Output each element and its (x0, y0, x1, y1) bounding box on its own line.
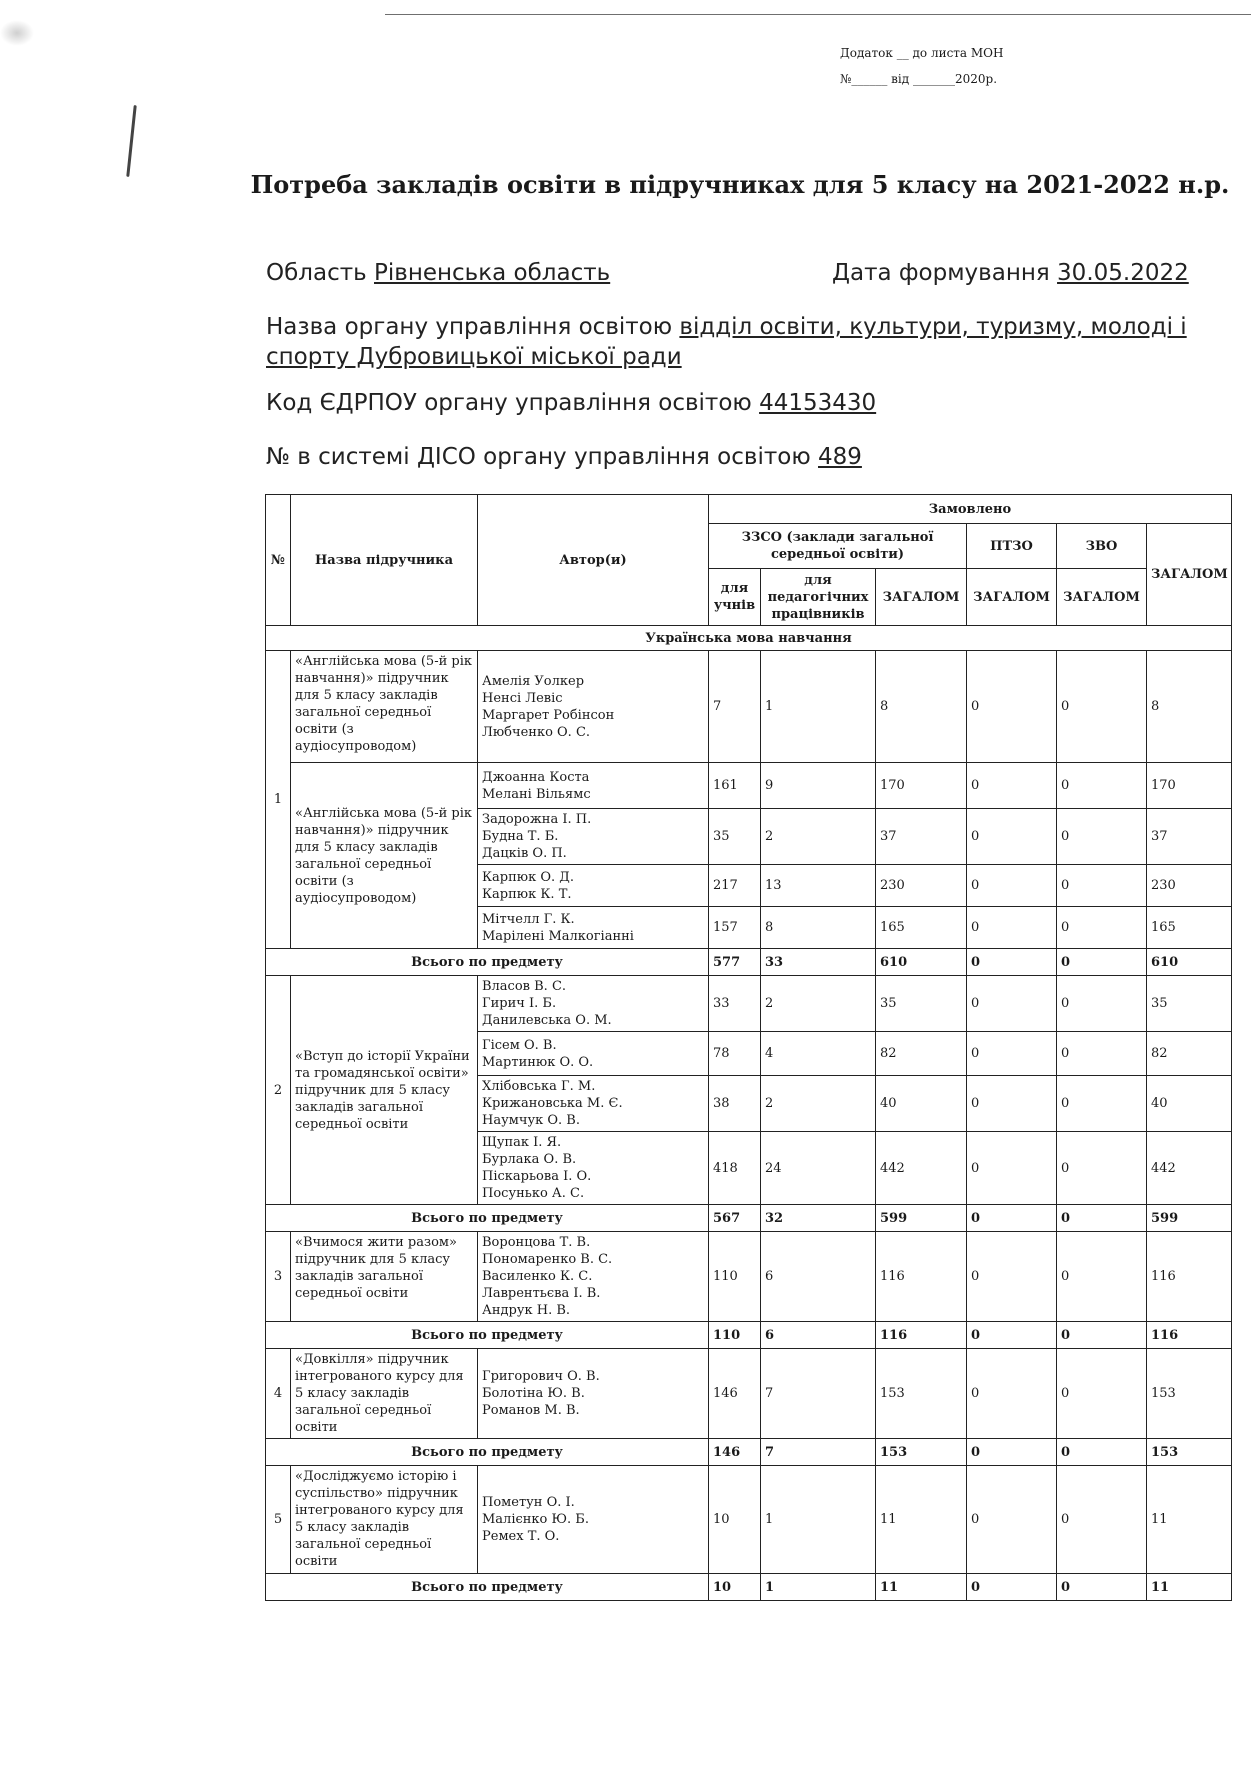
students-count: 33 (709, 976, 761, 1032)
author-name: Гісем О. В. (482, 1037, 557, 1053)
total-ptzo: 0 (967, 1322, 1057, 1349)
total-teachers: 32 (761, 1205, 876, 1232)
table-row (266, 651, 1232, 763)
zzso-total: 8 (876, 651, 967, 763)
teachers-count: 9 (761, 763, 876, 809)
total-students: 577 (709, 949, 761, 976)
table-body (266, 626, 1232, 1601)
total-students: 146 (709, 1439, 761, 1466)
header-num: № (266, 495, 291, 626)
author-name: Ненсі Левіс (482, 690, 563, 706)
header-ptzo: ПТЗО (967, 524, 1057, 569)
total-students: 110 (709, 1322, 761, 1349)
author-name: Хлібовська Г. М. (482, 1079, 596, 1094)
top-rule (385, 14, 1251, 15)
ptzo-total: 0 (967, 1032, 1057, 1076)
subject-number: 2 (266, 976, 291, 1205)
authors-cell (478, 1032, 709, 1076)
date-value: 30.05.2022 (1057, 260, 1189, 286)
authors-cell (478, 865, 709, 907)
zzso-total: 170 (876, 763, 967, 809)
document-title: Потреба закладів освіти в підручниках для 5 класу на 2021-2022 н.р. (250, 170, 1230, 199)
header-author: Автор(и) (478, 495, 709, 626)
total-teachers: 33 (761, 949, 876, 976)
zvo-total: 0 (1057, 1466, 1147, 1574)
total-teachers: 1 (761, 1574, 876, 1601)
teachers-count: 4 (761, 1032, 876, 1076)
students-count: 161 (709, 763, 761, 809)
author-name: Маргарет Робінсон (482, 707, 615, 723)
subject-total-row (266, 1205, 1232, 1232)
ptzo-total: 0 (967, 1466, 1057, 1574)
grand-total: 11 (1147, 1466, 1232, 1574)
total-grand: 153 (1147, 1439, 1232, 1466)
ptzo-total: 0 (967, 763, 1057, 809)
total-teachers: 7 (761, 1439, 876, 1466)
textbook-title: «Вчимося жити разом» підручник для 5 класу закладів загальної середньої освіти (291, 1232, 478, 1322)
textbook-title: «Англійська мова (5-й рік навчання)» підручник для 5 класу закладів загальної середньої освіти (з аудіосупроводом) (291, 763, 478, 949)
author-name: Амелія Уолкер (482, 673, 585, 689)
zvo-total: 0 (1057, 1076, 1147, 1132)
region-label: Область (266, 260, 367, 286)
author-name: Джоанна Коста (482, 769, 590, 785)
author-name: Мелані Вільямс (482, 786, 591, 802)
subject-number: 4 (266, 1349, 291, 1439)
total-zzso: 610 (876, 949, 967, 976)
ptzo-total: 0 (967, 1349, 1057, 1439)
subject-total-label: Всього по предмету (266, 1322, 709, 1349)
author-name: Піскарьова І. О. (482, 1169, 592, 1184)
author-name: Щупак І. Я. (482, 1135, 562, 1150)
region-line (266, 260, 610, 286)
ptzo-total: 0 (967, 907, 1057, 949)
organ-value: відділ освіти, культури, туризму, молоді і спорту Дубровицької міської ради (266, 314, 1187, 370)
author-name: Будна Т. Б. (482, 829, 559, 844)
header-zzso: ЗЗСО (заклади загальної середньої освіти) (709, 524, 967, 569)
total-zzso: 153 (876, 1439, 967, 1466)
total-grand: 610 (1147, 949, 1232, 976)
ptzo-total: 0 (967, 809, 1057, 865)
diso-value: 489 (818, 444, 862, 470)
zvo-total: 0 (1057, 1132, 1147, 1205)
total-students: 567 (709, 1205, 761, 1232)
total-ptzo: 0 (967, 949, 1057, 976)
table-row (266, 976, 1232, 1032)
zvo-total: 0 (1057, 1032, 1147, 1076)
zvo-total: 0 (1057, 809, 1147, 865)
total-zvo: 0 (1057, 1439, 1147, 1466)
header-ordered: Замовлено (709, 495, 1232, 524)
author-name: Бурлака О. В. (482, 1152, 577, 1167)
author-name: Марілені Малкогіанні (482, 928, 634, 944)
authors-cell (478, 809, 709, 865)
table-row (266, 1349, 1232, 1439)
teachers-count: 24 (761, 1132, 876, 1205)
zzso-total: 35 (876, 976, 967, 1032)
students-count: 146 (709, 1349, 761, 1439)
teachers-count: 1 (761, 651, 876, 763)
date-label: Дата формування (832, 260, 1050, 286)
students-count: 110 (709, 1232, 761, 1322)
author-name: Власов В. С. (482, 979, 567, 994)
students-count: 10 (709, 1466, 761, 1574)
annex-line-2: №______ від _______2020р. (840, 72, 998, 86)
annex-note (840, 40, 1003, 92)
author-name: Дацків О. П. (482, 846, 567, 861)
author-name: Мартинюк О. О. (482, 1054, 594, 1070)
author-name: Ремех Т. О. (482, 1529, 560, 1544)
total-zvo: 0 (1057, 1574, 1147, 1601)
grand-total: 165 (1147, 907, 1232, 949)
grand-total: 116 (1147, 1232, 1232, 1322)
grand-total: 35 (1147, 976, 1232, 1032)
author-name: Воронцова Т. В. (482, 1235, 591, 1250)
ptzo-total: 0 (967, 651, 1057, 763)
subject-number: 5 (266, 1466, 291, 1574)
subject-total-label: Всього по предмету (266, 1574, 709, 1601)
table-row (266, 1232, 1232, 1322)
subject-total-label: Всього по предмету (266, 1205, 709, 1232)
author-name: Романов М. В. (482, 1403, 580, 1418)
author-name: Григорович О. В. (482, 1369, 600, 1384)
total-ptzo: 0 (967, 1205, 1057, 1232)
region-value: Рівненська область (374, 260, 611, 286)
diso-label: № в системі ДІСО органу управління освітою (266, 444, 811, 470)
zvo-total: 0 (1057, 907, 1147, 949)
subject-number: 3 (266, 1232, 291, 1322)
header-title: Назва підручника (291, 495, 478, 626)
header-zvo-total: ЗАГАЛОМ (1057, 569, 1147, 626)
ptzo-total: 0 (967, 865, 1057, 907)
organ-label: Назва органу управління освітою (266, 314, 673, 340)
authors-cell (478, 976, 709, 1032)
zzso-total: 153 (876, 1349, 967, 1439)
total-grand: 116 (1147, 1322, 1232, 1349)
zvo-total: 0 (1057, 1232, 1147, 1322)
organ-line (266, 312, 1196, 372)
total-ptzo: 0 (967, 1439, 1057, 1466)
author-name: Болотіна Ю. В. (482, 1386, 585, 1401)
header-ptzo-total: ЗАГАЛОМ (967, 569, 1057, 626)
teachers-count: 13 (761, 865, 876, 907)
total-zzso: 599 (876, 1205, 967, 1232)
author-name: Карпюк К. Т. (482, 886, 572, 902)
total-zzso: 11 (876, 1574, 967, 1601)
section-label: Українська мова навчання (266, 626, 1232, 651)
author-name: Наумчук О. В. (482, 1113, 580, 1128)
teachers-count: 2 (761, 976, 876, 1032)
students-count: 157 (709, 907, 761, 949)
table-row (266, 1466, 1232, 1574)
author-name: Данилевська О. М. (482, 1013, 612, 1028)
annex-line-1: Додаток __ до листа МОН (840, 46, 1004, 60)
textbook-title: «Вступ до історії України та громадянської освіти» підручник для 5 класу закладів загальної середньої освіти (291, 976, 478, 1205)
code-line (266, 390, 876, 416)
authors-cell (478, 651, 709, 763)
author-name: Андрук Н. В. (482, 1303, 571, 1318)
zzso-total: 116 (876, 1232, 967, 1322)
date-line (832, 260, 1189, 286)
authors-cell (478, 1466, 709, 1574)
subject-number: 1 (266, 651, 291, 949)
grand-total: 170 (1147, 763, 1232, 809)
header-students: для учнів (709, 569, 761, 626)
zvo-total: 0 (1057, 976, 1147, 1032)
author-name: Василенко К. С. (482, 1269, 593, 1284)
students-count: 217 (709, 865, 761, 907)
zvo-total: 0 (1057, 865, 1147, 907)
header-teachers: для педагогічних працівників (761, 569, 876, 626)
zvo-total: 0 (1057, 651, 1147, 763)
zzso-total: 11 (876, 1466, 967, 1574)
ptzo-total: 0 (967, 1076, 1057, 1132)
header-zvo: ЗВО (1057, 524, 1147, 569)
author-name: Малієнко Ю. Б. (482, 1512, 589, 1527)
students-count: 418 (709, 1132, 761, 1205)
author-name: Карпюк О. Д. (482, 869, 574, 885)
diso-line (266, 444, 862, 470)
code-value: 44153430 (759, 390, 877, 416)
grand-total: 230 (1147, 865, 1232, 907)
grand-total: 82 (1147, 1032, 1232, 1076)
ptzo-total: 0 (967, 976, 1057, 1032)
students-count: 38 (709, 1076, 761, 1132)
zvo-total: 0 (1057, 1349, 1147, 1439)
authors-cell (478, 1076, 709, 1132)
ptzo-total: 0 (967, 1232, 1057, 1322)
grand-total: 442 (1147, 1132, 1232, 1205)
subject-total-row (266, 1322, 1232, 1349)
textbook-title: «Довкілля» підручник інтегрованого курсу для 5 класу закладів загальної середньої освіти (291, 1349, 478, 1439)
teachers-count: 2 (761, 1076, 876, 1132)
teachers-count: 2 (761, 809, 876, 865)
students-count: 7 (709, 651, 761, 763)
students-count: 35 (709, 809, 761, 865)
table-row (266, 763, 1232, 809)
author-name: Гирич І. Б. (482, 996, 557, 1011)
total-grand: 599 (1147, 1205, 1232, 1232)
grand-total: 40 (1147, 1076, 1232, 1132)
authors-cell (478, 1132, 709, 1205)
teachers-count: 8 (761, 907, 876, 949)
author-name: Крижановська М. Є. (482, 1096, 623, 1111)
grand-total: 37 (1147, 809, 1232, 865)
header-zzso-total: ЗАГАЛОМ (876, 569, 967, 626)
grand-total: 153 (1147, 1349, 1232, 1439)
zzso-total: 165 (876, 907, 967, 949)
author-name: Любченко О. С. (482, 724, 591, 740)
section-row (266, 626, 1232, 651)
zzso-total: 37 (876, 809, 967, 865)
total-students: 10 (709, 1574, 761, 1601)
scan-smudge (0, 20, 34, 46)
textbook-title: «Досліджуємо історію і суспільство» підручник інтегрованого курсу для 5 класу закладів загальної середньої освіти (291, 1466, 478, 1574)
author-name: Лаврентьєва І. В. (482, 1286, 601, 1301)
total-grand: 11 (1147, 1574, 1232, 1601)
code-label: Код ЄДРПОУ органу управління освітою (266, 390, 752, 416)
pen-mark (126, 105, 137, 177)
zzso-total: 442 (876, 1132, 967, 1205)
teachers-count: 1 (761, 1466, 876, 1574)
header-grand-total: ЗАГАЛОМ (1147, 524, 1232, 626)
total-teachers: 6 (761, 1322, 876, 1349)
teachers-count: 6 (761, 1232, 876, 1322)
students-count: 78 (709, 1032, 761, 1076)
teachers-count: 7 (761, 1349, 876, 1439)
zvo-total: 0 (1057, 763, 1147, 809)
authors-cell (478, 763, 709, 809)
total-ptzo: 0 (967, 1574, 1057, 1601)
zzso-total: 82 (876, 1032, 967, 1076)
zzso-total: 230 (876, 865, 967, 907)
author-name: Мітчелл Г. К. (482, 911, 575, 927)
subject-total-row (266, 949, 1232, 976)
authors-cell (478, 1232, 709, 1322)
author-name: Пометун О. І. (482, 1495, 575, 1510)
subject-total-label: Всього по предмету (266, 1439, 709, 1466)
authors-cell (478, 1349, 709, 1439)
author-name: Пономаренко В. С. (482, 1252, 613, 1267)
author-name: Посунько А. С. (482, 1186, 585, 1201)
textbook-table (265, 494, 1232, 1601)
subject-total-row (266, 1574, 1232, 1601)
total-zvo: 0 (1057, 1322, 1147, 1349)
subject-total-label: Всього по предмету (266, 949, 709, 976)
total-zvo: 0 (1057, 1205, 1147, 1232)
authors-cell (478, 907, 709, 949)
total-zzso: 116 (876, 1322, 967, 1349)
subject-total-row (266, 1439, 1232, 1466)
author-name: Задорожна І. П. (482, 812, 592, 827)
ptzo-total: 0 (967, 1132, 1057, 1205)
total-zvo: 0 (1057, 949, 1147, 976)
textbook-title: «Англійська мова (5-й рік навчання)» підручник для 5 класу закладів загальної середньої освіти (з аудіосупроводом) (291, 651, 478, 763)
zzso-total: 40 (876, 1076, 967, 1132)
grand-total: 8 (1147, 651, 1232, 763)
